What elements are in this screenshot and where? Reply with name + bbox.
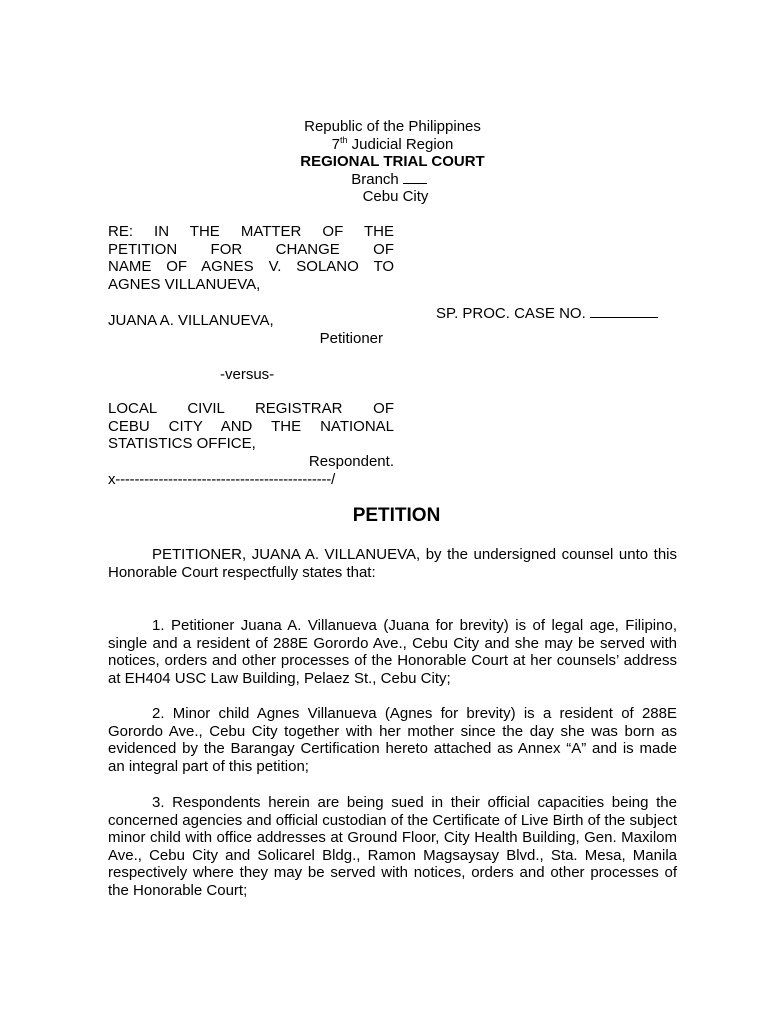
document-title: PETITION	[352, 505, 441, 526]
petitioner-role: Petitioner	[319, 330, 383, 347]
respondent-role: Respondent.	[308, 453, 394, 470]
intro-paragraph: PETITIONER, JUANA A. VILLANUEVA, by the undersigned counsel unto this Honorable Court respectfully states that:	[108, 546, 677, 581]
case-number-blank	[590, 307, 658, 318]
court-name: REGIONAL TRIAL COURT	[300, 153, 485, 171]
paragraph-1: 1. Petitioner Juana A. Villanueva (Juana for brevity) is of legal age, Filipino, single and a resident of 288E Gorordo Ave., Cebu City and she may be served with notices, orders and other processes of the Honorable Court at her counsels’ address at EH404 USC Law Building, Pelaez St., Cebu City;	[108, 617, 677, 687]
judicial-region-line: 7th Judicial Region	[331, 134, 454, 153]
petitioner-name: JUANA A. VILLANUEVA,	[108, 312, 274, 329]
republic-line: Republic of the Philippines	[304, 118, 481, 135]
respondent-names: LOCAL CIVIL REGISTRAR OF CEBU CITY AND THE NATIONAL STATISTICS OFFICE,	[108, 400, 394, 453]
case-caption-re: RE: IN THE MATTER OF THE PETITION FOR CHANGE OF NAME OF AGNES V. SOLANO TO AGNES VILLANUEVA,	[108, 223, 394, 293]
branch-blank	[403, 173, 427, 184]
case-number: SP. PROC. CASE NO.	[436, 305, 658, 323]
branch-line: Branch	[10, 171, 768, 189]
paragraph-3: 3. Respondents herein are being sued in their official capacities being the concerned agencies and official custodian of the Certificate of Live Birth of the subject minor child with office addresses at Ground Floor, City Health Building, Gen. Maxilom Ave., Cebu City and Solicarel Bldg., Ramon Magsaysay Blvd., Sta. Mesa, Manila respectively where they may be served with notices, orders and other processes of the Honorable Court;	[108, 794, 677, 899]
court-header	[0, 118, 768, 206]
caption-separator: x---------------------------------------------/	[108, 471, 336, 488]
versus-label: -versus-	[220, 366, 275, 383]
city-line: Cebu City	[362, 188, 429, 206]
paragraph-2: 2. Minor child Agnes Villanueva (Agnes for brevity) is a resident of 288E Gorordo Ave., Cebu City together with her mother since the day she was born as evidenced by the Barangay Certification hereto attached as Annex “A” and is made an integral part of this petition;	[108, 705, 677, 775]
